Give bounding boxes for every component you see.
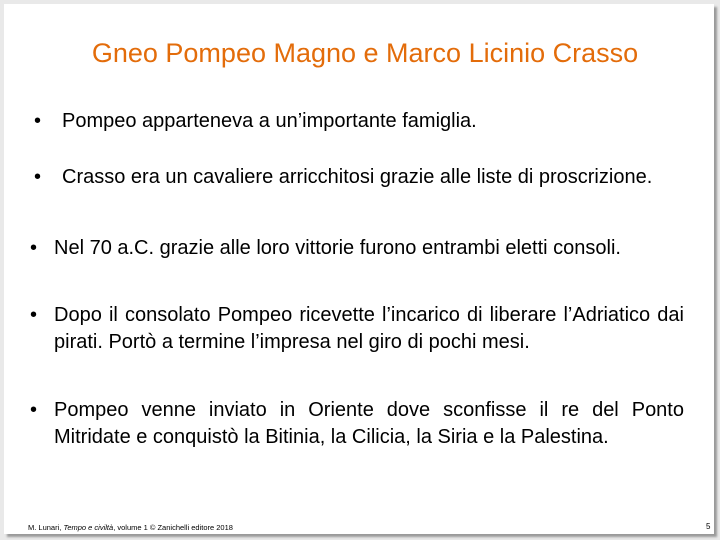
slide xyxy=(4,4,714,534)
footer-book-title: Tempo e civiltà xyxy=(63,523,114,532)
bullet-item xyxy=(30,302,684,356)
bullet-item xyxy=(34,108,694,135)
footer-publisher: , volume 1 © Zanichelli editore 2018 xyxy=(113,523,233,532)
bullet-marker: • xyxy=(30,399,38,421)
footer-credit xyxy=(28,523,233,532)
bullet-item xyxy=(34,164,714,191)
bullet-item xyxy=(30,235,684,262)
bullet-marker: • xyxy=(30,304,38,326)
footer-author: M. Lunari, xyxy=(28,523,64,532)
bullet-marker: • xyxy=(34,166,42,188)
bullet-marker: • xyxy=(34,110,42,132)
bullet-text: Crasso era un cavaliere arricchitosi grazie alle liste di proscrizione. xyxy=(62,166,653,188)
bullet-text: Pompeo apparteneva a un’importante famiglia. xyxy=(62,110,477,132)
bullet-text: Pompeo venne inviato in Oriente dove sconfisse il re del Ponto Mitridate e conquistò la Bitinia, la Cilicia, la Siria e la Palestina. xyxy=(54,399,684,448)
bullet-item xyxy=(30,397,684,451)
bullet-text: Dopo il consolato Pompeo ricevette l’incarico di liberare l’Adriatico dai pirati. Portò a termine l’impresa nel giro di pochi mesi. xyxy=(54,304,684,353)
bullet-text: Nel 70 a.C. grazie alle loro vittorie furono entrambi eletti consoli. xyxy=(54,237,621,259)
page-number: 5 xyxy=(706,522,711,531)
slide-title: Gneo Pompeo Magno e Marco Licinio Crasso xyxy=(91,38,639,68)
bullet-marker: • xyxy=(30,237,38,259)
